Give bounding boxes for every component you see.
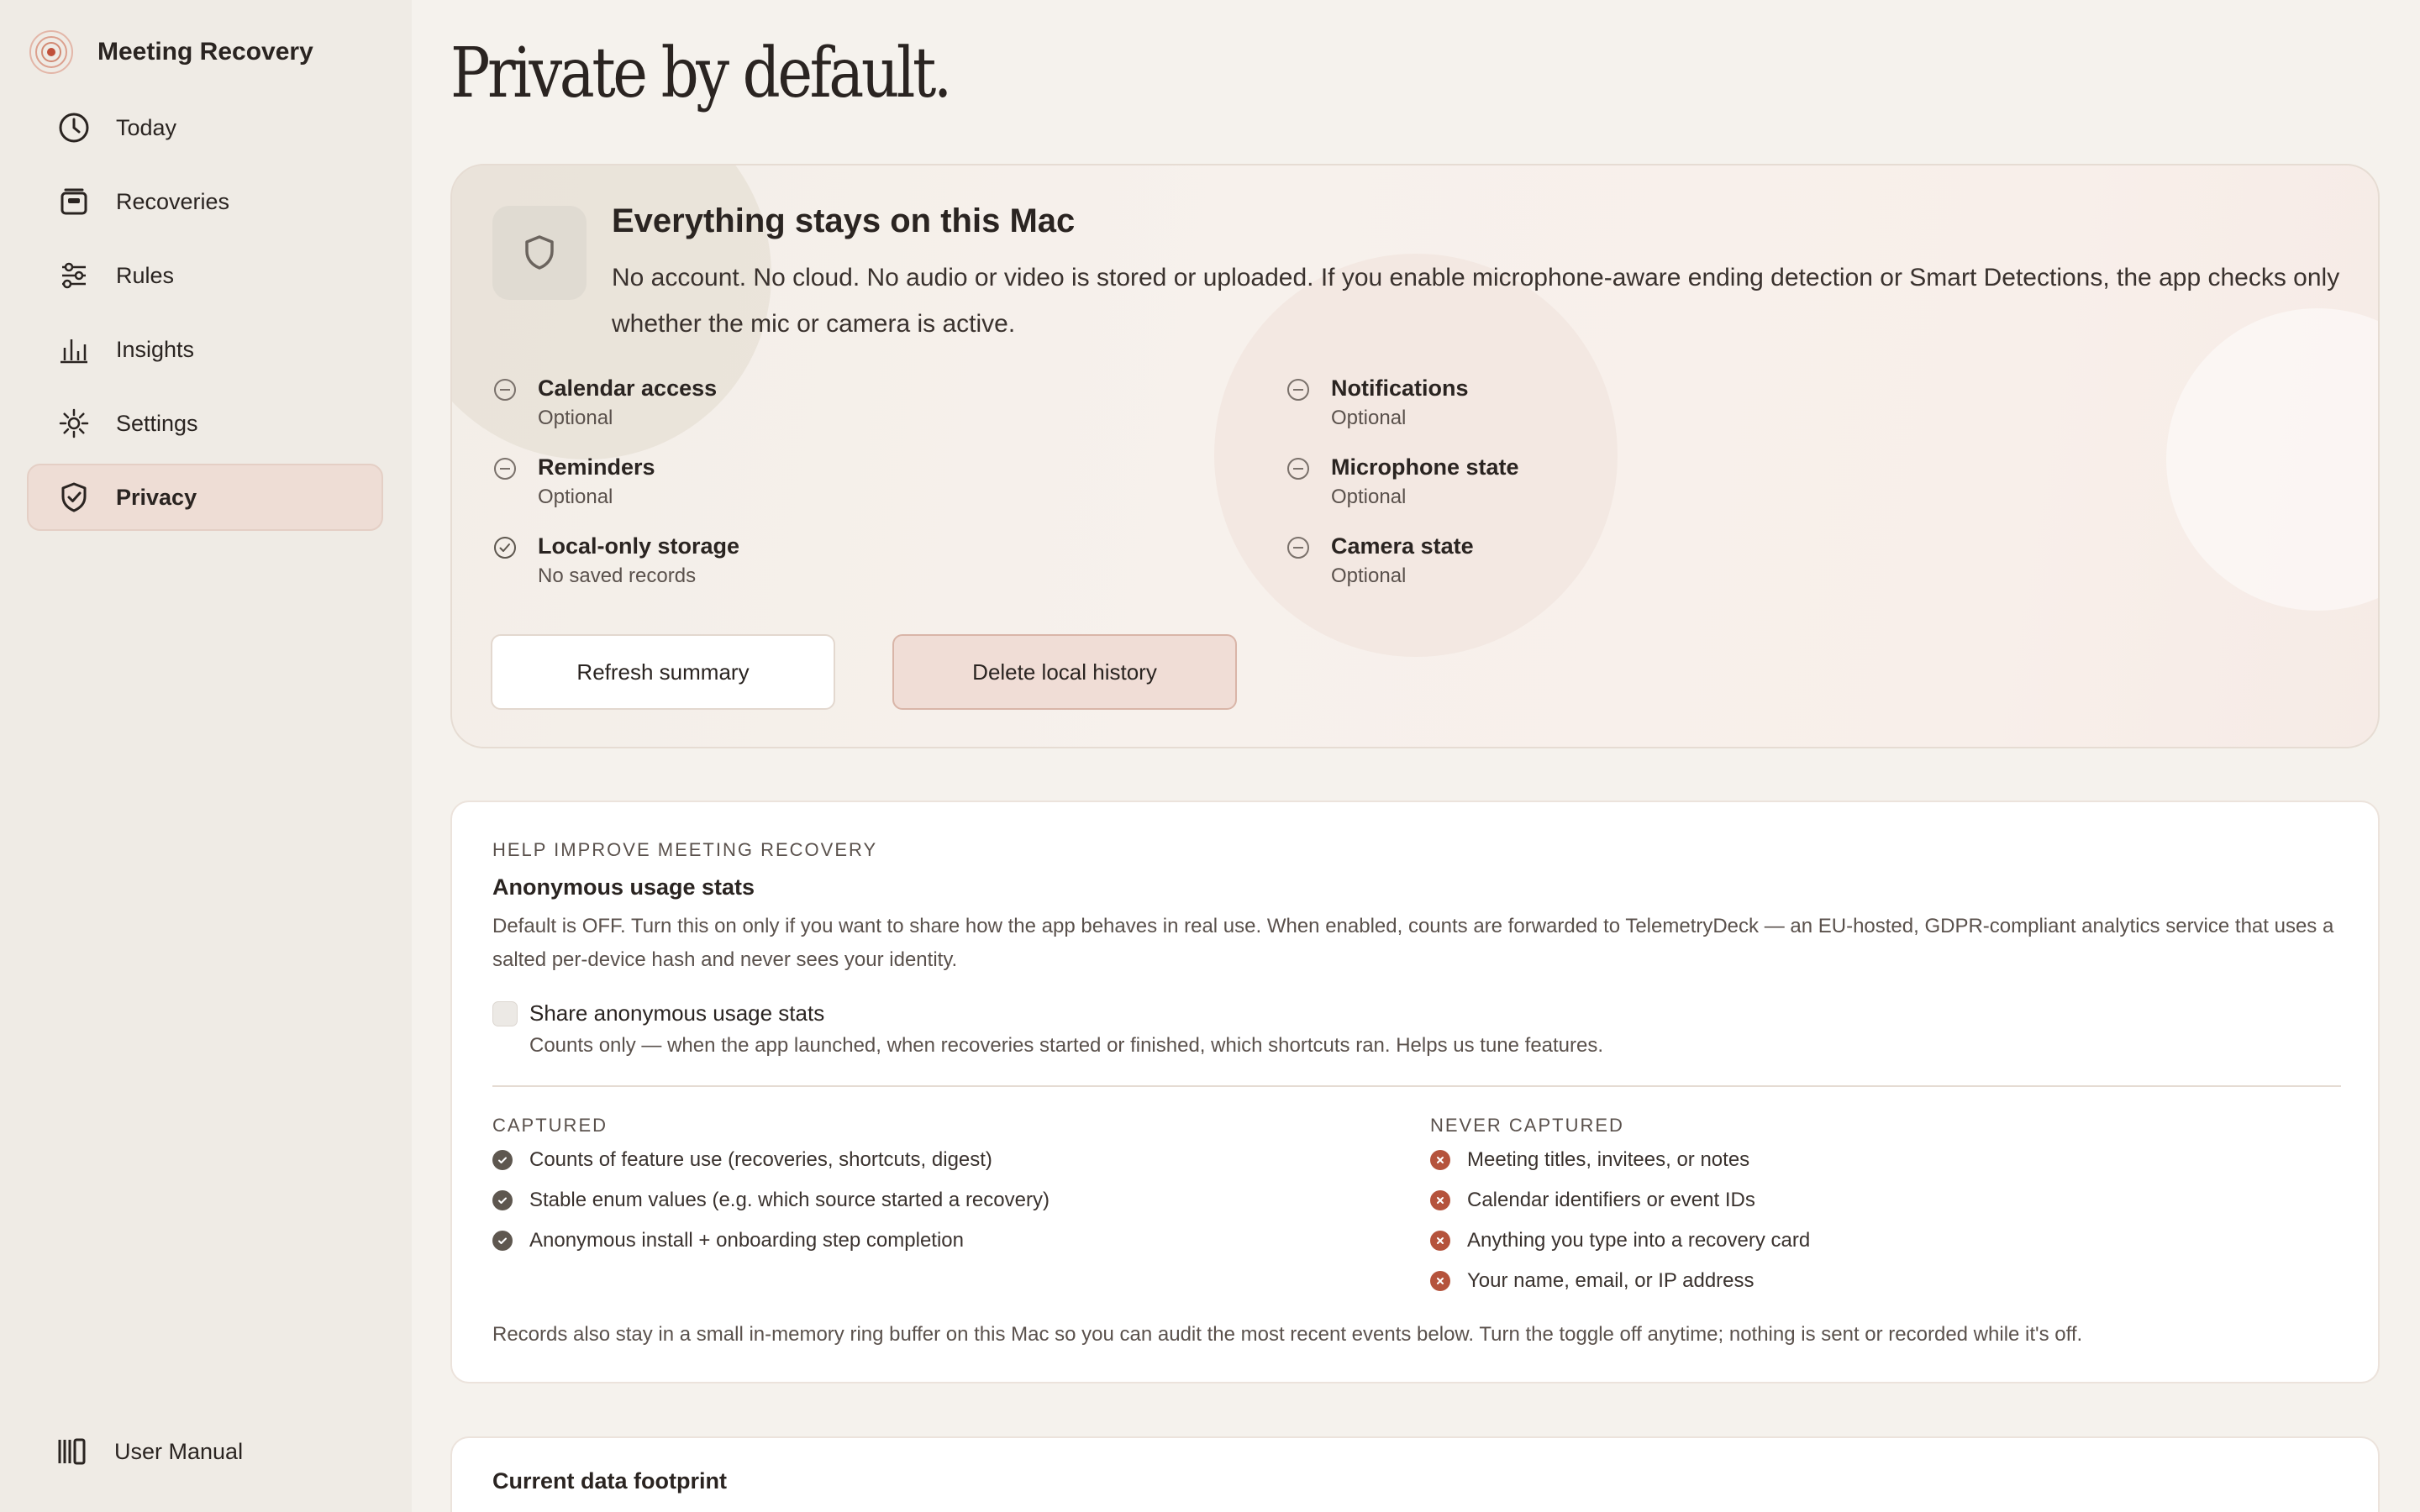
permission-status: Optional xyxy=(1331,486,1407,508)
captured-item-text: Anonymous install + onboarding step completion xyxy=(529,1229,964,1252)
never-captured-item-text: Calendar identifiers or event IDs xyxy=(1467,1189,1755,1211)
bar-chart-icon xyxy=(57,333,91,366)
sidebar-nav xyxy=(27,94,383,538)
never-captured-item-text: Meeting titles, invitees, or notes xyxy=(1467,1148,1750,1171)
check-icon xyxy=(492,1190,513,1210)
telemetry-card xyxy=(450,801,2380,1383)
sidebar xyxy=(0,0,412,1512)
captured-item xyxy=(492,1229,964,1252)
permission-microphone xyxy=(1286,453,1519,510)
sidebar-item-label: Today xyxy=(116,114,177,140)
hero-title: Everything stays on this Mac xyxy=(612,202,1076,239)
never-captured-heading: NEVER CAPTURED xyxy=(1430,1115,1624,1136)
sidebar-item-label: Recoveries xyxy=(116,188,230,214)
captured-item xyxy=(492,1148,992,1172)
brand xyxy=(29,29,313,76)
shield-check-icon xyxy=(57,480,91,514)
decorative-circle xyxy=(2166,308,2380,611)
telemetry-footnote: Records also stay in a small in-memory ring buffer on this Mac so you can audit the most recent events below. Turn the toggle off anytime; nothing is sent or recorded while it's off. xyxy=(492,1323,2083,1346)
permission-status: Optional xyxy=(538,407,613,429)
permission-calendar xyxy=(492,374,717,431)
sliders-icon xyxy=(57,259,91,292)
minus-circle-icon xyxy=(1286,535,1311,560)
hero-description: No account. No cloud. No audio or video is stored or uploaded. If you enable microphone-aware ending detection or Smart Detections, the app checks only whether the mic or camera is active. xyxy=(612,264,2340,338)
check-icon xyxy=(492,1150,513,1170)
check-circle-icon xyxy=(492,535,518,560)
data-footprint-card xyxy=(450,1436,2380,1512)
check-icon xyxy=(492,1231,513,1251)
captured-item-text: Counts of feature use (recoveries, shortcuts, digest) xyxy=(529,1148,992,1171)
section-eyebrow: HELP IMPROVE MEETING RECOVERY xyxy=(492,839,878,860)
archive-icon xyxy=(57,185,91,218)
sidebar-item-recoveries[interactable] xyxy=(27,168,383,235)
minus-circle-icon xyxy=(492,377,518,402)
minus-circle-icon xyxy=(492,456,518,481)
never-captured-item xyxy=(1430,1148,1749,1172)
sidebar-item-label: Insights xyxy=(116,336,195,362)
sidebar-item-privacy[interactable] xyxy=(27,464,383,531)
permission-status: Optional xyxy=(538,486,613,508)
never-captured-item-text: Anything you type into a recovery card xyxy=(1467,1229,1811,1252)
share-usage-stats-label[interactable]: Share anonymous usage stats xyxy=(529,1000,825,1026)
permission-name: Reminders xyxy=(538,454,655,480)
privacy-summary-card xyxy=(450,164,2380,748)
share-usage-stats-help: Counts only — when the app launched, when recoveries started or finished, which shortcuts ran. Helps us tune features. xyxy=(529,1034,1604,1057)
sidebar-item-insights[interactable] xyxy=(27,316,383,383)
user-manual-link[interactable] xyxy=(55,1435,243,1468)
never-captured-item-text: Your name, email, or IP address xyxy=(1467,1269,1754,1292)
app-name: Meeting Recovery xyxy=(97,38,313,66)
clock-icon xyxy=(57,111,91,144)
sidebar-item-label: Rules xyxy=(116,262,175,288)
captured-item xyxy=(492,1189,1050,1212)
permission-status: Optional xyxy=(1331,407,1407,429)
permission-local-storage xyxy=(492,532,739,589)
sidebar-item-label: Settings xyxy=(116,410,198,436)
telemetry-title: Anonymous usage stats xyxy=(492,874,755,900)
page-title: Private by default. xyxy=(450,34,950,113)
never-captured-item xyxy=(1430,1229,1810,1252)
permission-status: No saved records xyxy=(538,564,697,587)
sidebar-item-settings[interactable] xyxy=(27,390,383,457)
shield-icon xyxy=(492,206,587,300)
gear-icon xyxy=(57,407,91,440)
refresh-summary-button[interactable]: Refresh summary xyxy=(491,634,835,710)
telemetry-description: Default is OFF. Turn this on only if you want to share how the app behaves in real use. When enabled, counts are forwarded to TelemetryDeck — an EU-hosted, GDPR-compliant analytics service that uses a salted per-device hash and never sees your identity. xyxy=(492,915,2334,971)
never-captured-item xyxy=(1430,1189,1755,1212)
captured-item-text: Stable enum values (e.g. which source started a recovery) xyxy=(529,1189,1050,1211)
main-content xyxy=(412,0,2420,1512)
permission-name: Calendar access xyxy=(538,375,718,401)
minus-circle-icon xyxy=(1286,456,1311,481)
permission-reminders xyxy=(492,453,655,510)
x-icon xyxy=(1430,1271,1450,1291)
data-footprint-title: Current data footprint xyxy=(492,1468,727,1494)
never-captured-item xyxy=(1430,1269,1754,1293)
permission-name: Local-only storage xyxy=(538,533,740,559)
user-manual-label: User Manual xyxy=(114,1438,244,1464)
share-usage-stats-checkbox[interactable] xyxy=(492,1001,518,1026)
permission-name: Microphone state xyxy=(1331,454,1519,480)
divider xyxy=(492,1085,2341,1087)
sidebar-item-today[interactable] xyxy=(27,94,383,161)
permission-name: Notifications xyxy=(1331,375,1469,401)
permission-notifications xyxy=(1286,374,1469,431)
minus-circle-icon xyxy=(1286,377,1311,402)
permission-name: Camera state xyxy=(1331,533,1474,559)
captured-heading: CAPTURED xyxy=(492,1115,608,1136)
share-usage-stats-toggle[interactable] xyxy=(492,1000,824,1026)
sidebar-item-label: Privacy xyxy=(116,484,197,510)
books-icon xyxy=(55,1435,89,1468)
x-icon xyxy=(1430,1231,1450,1251)
permission-status: Optional xyxy=(1331,564,1407,587)
x-icon xyxy=(1430,1190,1450,1210)
delete-local-history-button[interactable]: Delete local history xyxy=(892,634,1237,710)
permission-camera xyxy=(1286,532,1474,589)
sidebar-item-rules[interactable] xyxy=(27,242,383,309)
app-logo-icon xyxy=(29,29,74,75)
x-icon xyxy=(1430,1150,1450,1170)
